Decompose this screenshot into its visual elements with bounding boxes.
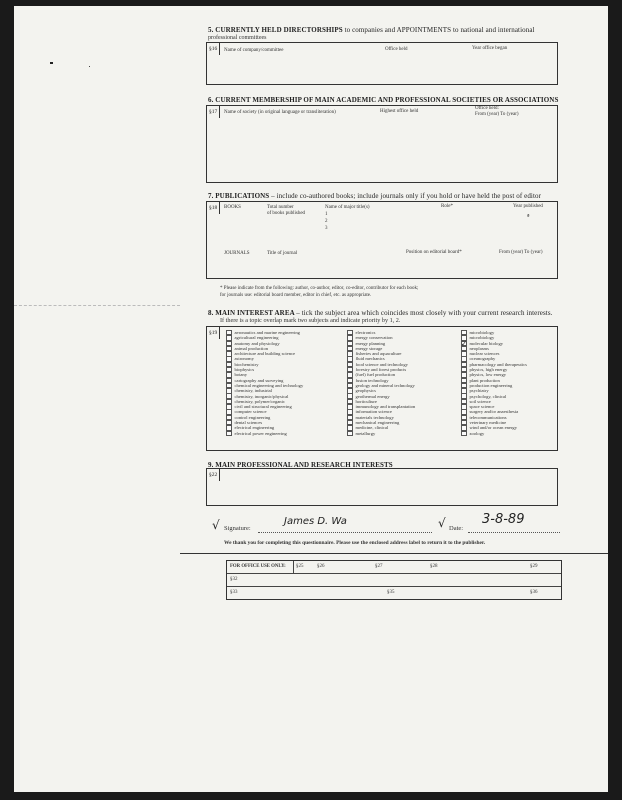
interest-option-label: information science — [355, 409, 392, 415]
section-6-box[interactable] — [206, 105, 558, 183]
interest-option-label: zoology — [469, 430, 485, 436]
office-field: §27 — [375, 564, 383, 569]
interest-option-label: soil science — [469, 398, 491, 404]
books-label: BOOKS — [224, 205, 241, 210]
tick-mark: ✓ — [461, 340, 467, 348]
interest-option-label: astronomy — [234, 356, 254, 362]
interest-option-label: chemistry, inorganic/physical — [234, 393, 289, 399]
interest-option[interactable] — [461, 431, 527, 436]
office-field: §33 — [230, 590, 238, 595]
interest-column-2 — [347, 330, 415, 436]
paper-speck — [89, 66, 90, 67]
questionnaire-page — [14, 6, 608, 792]
section-9-box[interactable] — [206, 468, 558, 506]
interest-option-label: telecommunications — [469, 414, 507, 420]
interest-option-label: wind and/or ocean energy — [469, 425, 517, 431]
interest-option-label: electrical power engineering — [234, 430, 287, 436]
section-9-title: 9. MAIN PROFESSIONAL AND RESEARCH INTERESTS — [208, 461, 393, 469]
check-mark: √ — [438, 516, 446, 530]
thank-you-note: We thank you for completing this questionnaire. Please use the enclosed address label to return it to the publisher. — [224, 540, 486, 546]
interest-option-label: oceanography — [469, 356, 496, 362]
interest-option-label: electronics — [355, 330, 376, 335]
checkbox[interactable] — [461, 431, 467, 437]
signature-label: Signature: — [224, 525, 251, 532]
column-header: Name of society (in original language or transliteration) — [224, 110, 336, 115]
section-5-title-line2: professional committees — [208, 35, 267, 41]
section-5-title: 5. CURRENTLY HELD DIRECTORSHIPS to companies and APPOINTMENTS to national and international — [208, 26, 535, 34]
interest-option-label: mechanical engineering — [355, 420, 400, 426]
interest-option-label: production engineering — [469, 382, 513, 388]
fold-line — [14, 305, 180, 306]
interest-option-label: forestry and forest products — [355, 367, 407, 373]
section-6-title: 6. CURRENT MEMBERSHIP OF MAIN ACADEMIC AND PROFESSIONAL SOCIETIES OR ASSOCIATIONS — [208, 96, 559, 104]
section-number: §18 — [207, 202, 220, 214]
row-divider — [227, 573, 561, 574]
column-header: From (year) To (year) — [475, 112, 519, 117]
column-header: Name of major title(s) — [325, 205, 370, 210]
interest-option-label: geothermal energy — [355, 393, 390, 399]
section-5-box[interactable] — [206, 42, 558, 85]
interest-option-label: horticulture — [355, 398, 377, 404]
interest-option-label: metallurgy — [355, 430, 376, 436]
column-header: Year published — [513, 204, 543, 209]
interest-option-label: molecular biology — [469, 340, 504, 346]
interest-option-label: space science — [469, 404, 495, 410]
interest-option[interactable] — [347, 431, 415, 436]
office-field: §25 — [296, 564, 304, 569]
section-number: §17 — [207, 106, 220, 118]
column-header: From (year) To (year) — [499, 250, 543, 255]
date-value: 3-8-89 — [482, 512, 525, 527]
office-use-label: FOR OFFICE USE ONLY: — [230, 564, 286, 569]
column-header: Year office began — [472, 46, 508, 51]
interest-option-label: fisheries and aquaculture — [355, 351, 402, 357]
interest-option-label: energy planning — [355, 340, 386, 346]
column-header: Total number — [267, 205, 294, 210]
column-header: Office held — [385, 47, 408, 52]
interest-option-label: cartography and surveying — [234, 377, 284, 383]
section-number: §22 — [207, 469, 220, 481]
interest-option-label: pharmacology and therapeutics — [469, 361, 527, 367]
row-number: 1 — [325, 212, 328, 217]
interest-option-label: chemistry, industrial — [234, 388, 272, 394]
signature-value: James D. Wa — [284, 516, 347, 527]
row-divider — [227, 586, 561, 587]
section-number: §16 — [207, 43, 220, 55]
interest-option-label: chemistry, polymer/organic — [234, 398, 285, 404]
office-field: §26 — [317, 564, 325, 569]
section-7-title: 7. PUBLICATIONS – include co-authored books; include journals only if you hold or have held the post of editor — [208, 192, 542, 200]
row-number: 2 — [325, 219, 328, 224]
column-divider — [293, 561, 294, 573]
interest-option-label: microbiology — [469, 330, 495, 335]
divider — [180, 553, 608, 554]
office-field: §29 — [530, 564, 538, 569]
interest-option-label: immunology and transplantation — [355, 404, 416, 410]
interest-option-label: energy conservation — [355, 335, 393, 341]
interest-option-label: food science and technology — [355, 361, 408, 367]
section-8-box — [206, 326, 558, 451]
interest-option-label: veterinary medicine — [469, 420, 507, 426]
pen-mark: ء — [527, 213, 530, 219]
interest-option-label: plant production — [469, 377, 500, 383]
section-8-instruction: If there is a topic overlap mark two subjects and indicate priority by 1, 2. — [220, 317, 401, 324]
interest-option-label: biophysics — [234, 367, 255, 373]
interest-option-label: fusion technology — [355, 377, 389, 383]
interest-option-label: surgery and/or anaesthesia — [469, 409, 519, 415]
interest-option-label: physics, high energy — [469, 367, 508, 373]
checkbox[interactable] — [347, 431, 353, 437]
interest-option-label: dental sciences — [234, 420, 263, 426]
interest-option-label: microbiology — [469, 335, 495, 341]
interest-option-label: geophysics — [355, 388, 376, 394]
interest-option-label: medicine, clinical — [355, 425, 389, 431]
publications-footnote: * Please indicate from the following: author, co-author, editor, co-editor, contributor for each book; for journals use: editorial board member, editor in chief, etc. as appropriate. — [220, 286, 419, 298]
office-field: §36 — [530, 590, 538, 595]
interest-option-label: energy storage — [355, 345, 383, 351]
column-header: Office held: — [475, 106, 499, 111]
interest-option-label: animal production — [234, 345, 269, 351]
interest-option-label: computer science — [234, 409, 267, 415]
checkbox[interactable] — [226, 431, 232, 437]
interest-option-label: fluid mechanics — [355, 356, 385, 362]
column-header: Role* — [441, 204, 453, 209]
row-number: 3 — [325, 226, 328, 231]
date-line[interactable] — [468, 532, 560, 533]
interest-option-label: psychology, clinical — [469, 393, 507, 399]
interest-option-label: anatomy and physiology — [234, 340, 280, 346]
office-use-table — [226, 560, 562, 600]
journals-label: JOURNALS — [224, 251, 250, 256]
interest-option-label: chemical engineering and technology — [234, 382, 304, 388]
office-field: §32 — [230, 577, 238, 582]
interest-option-label: biochemistry — [234, 361, 259, 367]
signature-line[interactable] — [258, 532, 432, 533]
section-7-box[interactable] — [206, 201, 558, 279]
interest-option-label: neoplasms — [469, 345, 489, 351]
interest-option-label: materials technology — [355, 414, 394, 420]
office-field: §35 — [387, 590, 395, 595]
interest-option-label: nuclear sciences — [469, 351, 500, 357]
interest-column-1 — [226, 330, 303, 436]
section-number: §19 — [207, 327, 220, 339]
interest-column-3 — [461, 330, 527, 436]
check-mark: √ — [212, 518, 220, 532]
interest-option-label: architecture and building science — [234, 351, 296, 357]
section-8-title: 8. MAIN INTEREST AREA – tick the subject area which coincides most closely with your current research interests. — [208, 309, 553, 317]
interest-option-label: civil and structural engineering — [234, 404, 292, 410]
interest-option-label: (fuel) fuel production — [355, 372, 396, 378]
column-header: Position on editorial board* — [406, 250, 462, 255]
interest-option[interactable] — [226, 431, 303, 436]
date-label: Date: — [449, 525, 464, 532]
interest-option-label: electrical engineering — [234, 425, 275, 431]
interest-option-label: physics, low energy — [469, 372, 507, 378]
paper-speck — [50, 62, 53, 64]
column-header: of books published — [267, 211, 306, 216]
interest-option-label: botany — [234, 372, 248, 378]
interest-option-label: agricultural engineering — [234, 335, 279, 341]
interest-option-label: psychiatry — [469, 388, 489, 394]
interest-option-label: aeronautics and marine engineering — [234, 330, 300, 335]
office-field: §28 — [430, 564, 438, 569]
column-header: Title of journal — [267, 251, 298, 256]
column-header: Name of company/committee — [224, 48, 284, 53]
interest-option-label: control engineering — [234, 414, 271, 420]
interest-option-label: geology and mineral technology — [355, 382, 415, 388]
column-header: Highest office held — [380, 109, 419, 114]
